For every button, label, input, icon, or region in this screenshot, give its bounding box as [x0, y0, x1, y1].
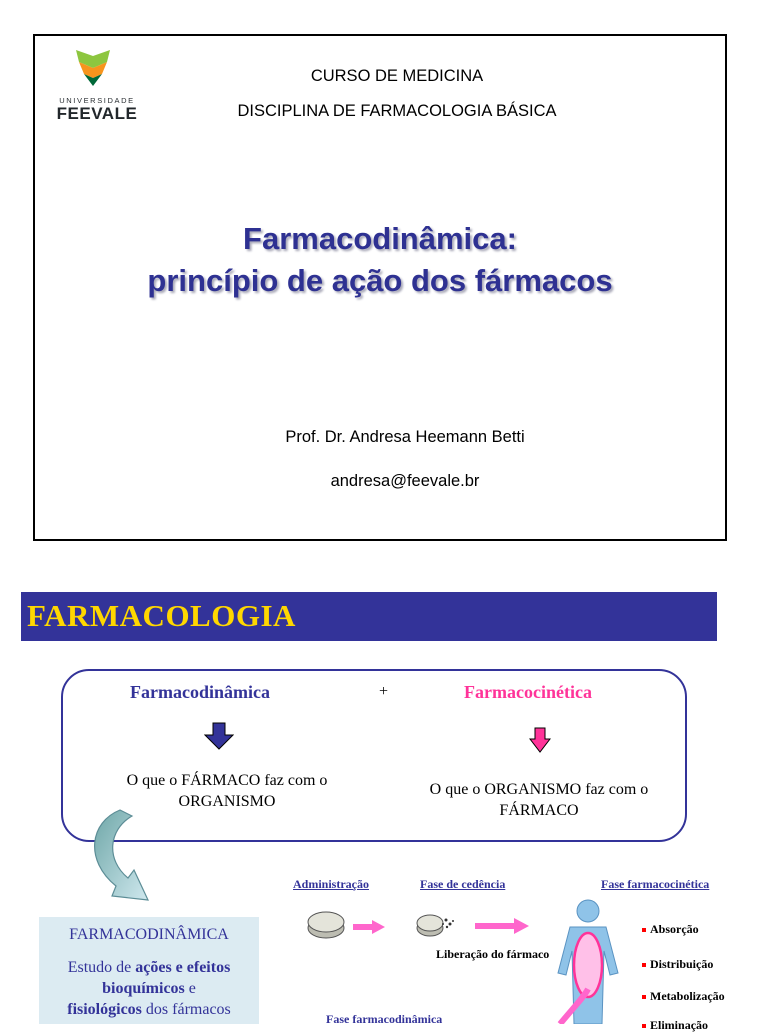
- phase-release: Fase de cedência: [420, 877, 506, 891]
- definition-bold1: ações e efeitos bioquímicos: [102, 959, 231, 997]
- dissolving-tablet-icon: [416, 912, 458, 940]
- title-slide: [33, 34, 727, 541]
- pharmacodynamics-description: O que o FÁRMACO faz com o ORGANISMO: [126, 772, 328, 810]
- pharmacokinetics-heading: Farmacocinética: [464, 682, 592, 702]
- down-arrow-pink-icon: [529, 727, 551, 753]
- course-name: CURSO DE MEDICINA: [310, 67, 484, 85]
- discipline-name: DISCIPLINA DE FARMACOLOGIA BÁSICA: [237, 102, 557, 120]
- pk-step-elimination: [642, 1018, 708, 1033]
- pharmacokinetics-description: O que o ORGANISMO faz com o FÁRMACO: [429, 781, 649, 819]
- pk-step-initial: D: [650, 957, 659, 971]
- down-arrow-icon: [204, 722, 234, 750]
- right-arrow-icon: [352, 919, 386, 935]
- pharmacodynamics-heading: Farmacodinâmica: [130, 682, 270, 702]
- section-banner: [21, 592, 717, 641]
- red-bullet-icon: [642, 1024, 646, 1028]
- pk-step-distribution: [642, 957, 713, 972]
- definition-mid: e: [184, 980, 196, 997]
- plus-sign: +: [379, 683, 389, 700]
- pk-step-rest: istribuição: [658, 957, 714, 971]
- pk-step-rest: bsorção: [658, 922, 699, 936]
- phase-administration: Administração: [293, 877, 369, 891]
- curved-arrow-icon: [82, 808, 157, 908]
- professor-name: Prof. Dr. Andresa Heemann Betti: [285, 428, 525, 446]
- phase-pharmacodynamic: Fase farmacodinâmica: [326, 1012, 443, 1026]
- red-bullet-icon: [642, 995, 646, 999]
- definition-suffix: dos fármacos: [141, 1001, 231, 1018]
- release-caption: Liberação do fármaco: [436, 947, 550, 961]
- pk-step-initial: E: [650, 1018, 659, 1032]
- pk-step-absorption: [642, 922, 699, 937]
- banner-title: FARMACOLOGIA: [27, 598, 296, 633]
- slide-title-line1: Farmacodinâmica:: [243, 221, 517, 256]
- red-bullet-icon: [642, 928, 646, 932]
- pk-step-initial: M: [650, 989, 662, 1003]
- red-bullet-icon: [642, 963, 646, 967]
- slide-title-line2: princípio de ação dos fármacos: [147, 263, 613, 298]
- logo-name: FEEVALE: [56, 104, 138, 123]
- definition-prefix: Estudo de: [67, 959, 136, 976]
- professor-email: andresa@feevale.br: [330, 472, 480, 490]
- logo-subtitle: UNIVERSIDADE: [59, 96, 135, 105]
- definition-heading: FARMACODINÂMICA: [69, 926, 229, 943]
- human-body-icon: [540, 897, 635, 1024]
- pk-step-initial: A: [650, 922, 659, 936]
- pk-step-rest: etabolização: [661, 989, 725, 1003]
- phase-pharmacokinetic: Fase farmacocinética: [601, 877, 710, 891]
- pk-step-metabolism: [642, 989, 725, 1004]
- pharmacodynamics-definition-box: [39, 917, 259, 1024]
- pk-step-rest: liminação: [658, 1018, 709, 1032]
- tablet-icon: [305, 909, 347, 941]
- definition-body: [39, 957, 259, 1020]
- right-arrow-icon: [474, 917, 530, 935]
- definition-bold2: fisiológicos: [67, 1001, 142, 1018]
